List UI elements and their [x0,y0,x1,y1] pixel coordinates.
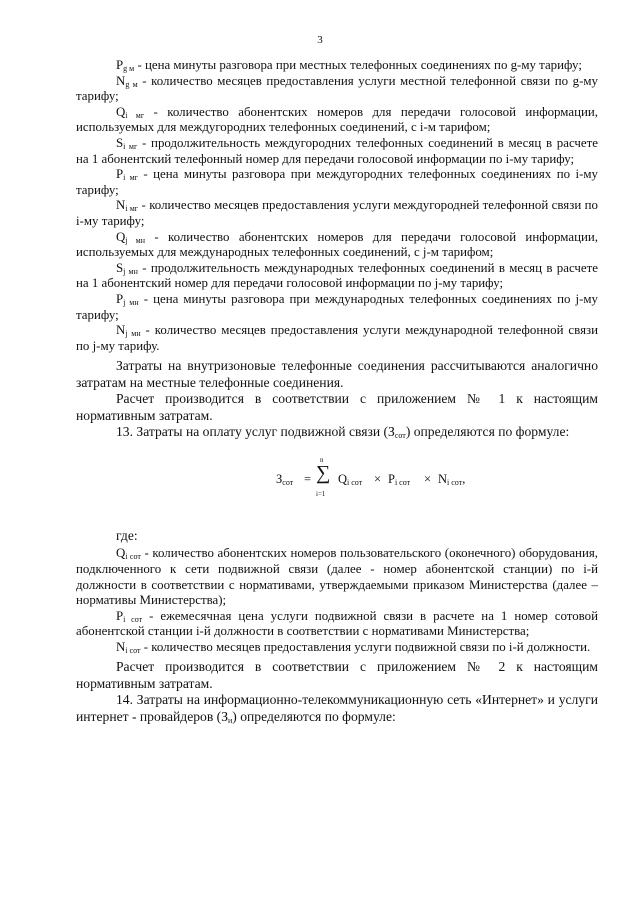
definitions-list-2 [76,546,598,655]
where-label: где: [116,528,138,544]
formula-term-q: $Q_{i сот}$ [338,472,363,488]
paragraph-intrazone: Затраты на внутризоновые телефонные соединения рассчитываются аналогично затратам на местные телефонные соединения. [76,358,598,390]
formula-mobile-costs [76,454,598,520]
definition-item: $P_{g м}$ - цена минуты разговора при местных телефонных соединениях по g-му тарифу; [116,58,582,73]
paragraph-item-13: 13. Затраты на оплату услуг подвижной связи $(З_{сот})$ определяются по формуле: [116,423,570,440]
sigma-icon: ∑ [316,462,331,485]
definition-item: $Q_{j мн}$ - количество абонентских номеров для передачи голосовой информации, используемых для международных телефонных соединений, с j-м тарифом; [76,229,598,260]
definition-item: $Q_{i мг}$ - количество абонентских номеров для передачи голосовой информации, используемых для междугородних телефонных соединений, с i-м тарифом; [76,104,598,135]
paragraph-block-1 [76,358,598,440]
definition-item: $S_{j мн}$ - продолжительность международных телефонных соединений в месяц в расчете на 1 абонентский номер для передачи голосовой информации по j-му тарифу; [76,260,598,291]
formula-term-p: $P_{i сот}$ [388,472,411,488]
paragraph-item-14: 14. Затраты на информационно-телекоммуникационную сеть «Интернет» и услуги интернет - провайдеров $(З_и)$ определяются по формуле: [76,692,598,725]
definition-item: $N_{i мг}$ - количество месяцев предоставления услуги междугородней телефонной связи по i-му тарифу; [76,198,598,228]
paragraph-calc-1: Расчет производится в соответствии с приложением № 1 к настоящим нормативным затратам. [76,391,598,423]
sum-lower-limit: i=1 [316,490,326,499]
definitions-list-1 [76,58,598,354]
formula-term-n: $N_{i сот}$, [438,472,466,488]
formula-equals: = [304,472,312,487]
sum-upper-limit: n [320,456,324,465]
definition-item: $N_{j мн}$ - количество месяцев предоставления услуги международной телефонной связи по j-му тарифу. [76,323,598,353]
definition-item: $Q_{i сот}$ - количество абонентских номеров пользовательского (оконечного) оборудования, подключенного к сети подвижной связи (далее - номер абонентской станции) по i-й должности в соответствии с нормативами, утверждаемыми приказом Министерства (далее – нормативы Министерства); [76,546,598,608]
definition-item: $N_{g м}$ - количество месяцев предоставления услуги местной телефонной связи по g-му тарифу; [76,73,598,104]
formula-lhs: $З_{сот}$ [276,472,294,488]
paragraph-block-2 [76,659,598,725]
definition-item: $P_{i мг}$ - цена минуты разговора при междугородних телефонных соединениях по i-му тарифу; [76,167,598,197]
formula-times-1: × [374,472,382,487]
formula-times-2: × [424,472,432,487]
definition-item: $P_{j мн}$ - цена минуты разговора при международных телефонных соединениях по j-му тарифу; [76,291,598,322]
definition-item: $P_{i сот}$ - ежемесячная цена услуги подвижной связи в расчете на 1 номер сотовой абонентской станции i-й должности в соответствии с нормативами Министерства; [76,608,598,639]
definition-item: $N_{i сот}$ - количество месяцев предоставления услуги подвижной связи по i-й должности. [116,639,591,655]
definition-item: $S_{i мг}$ - продолжительность междугородних телефонных соединений в месяц в расчете на 1 абонентский телефонный номер для передачи голосовой информации по i-му тарифу; [76,135,598,166]
paragraph-calc-2: Расчет производится в соответствии с приложением № 2 к настоящим нормативным затратам. [76,659,598,691]
page-number: 3 [317,34,323,46]
document-body [76,58,598,725]
